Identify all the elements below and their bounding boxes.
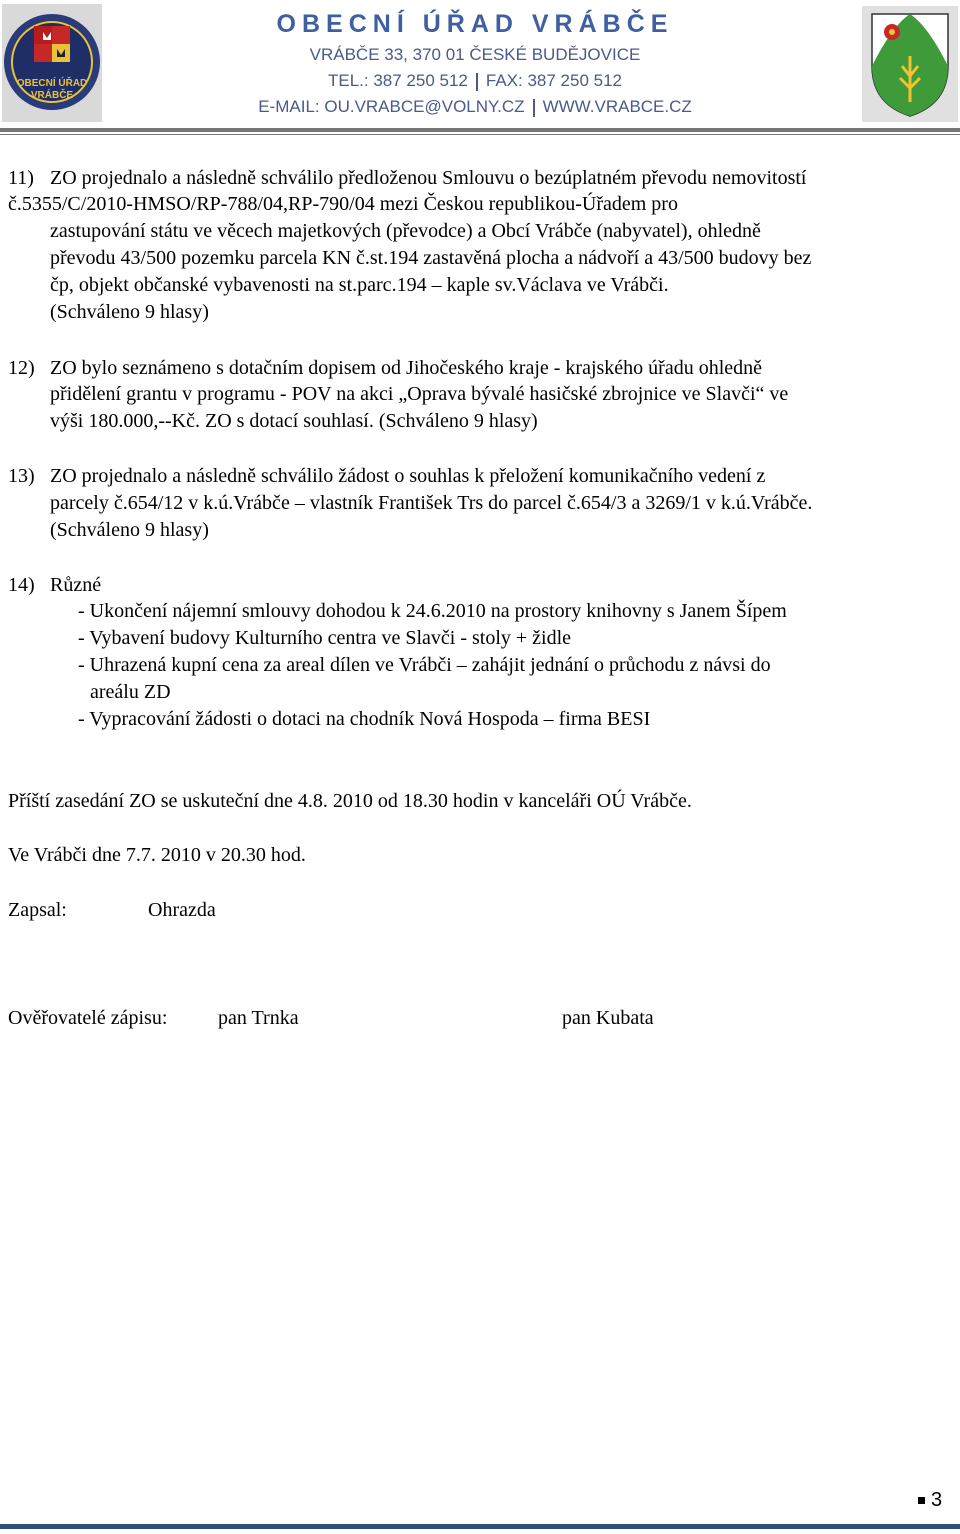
footer-divider [0, 1524, 960, 1529]
item-number: 13) [8, 465, 35, 487]
verifiers-label: Ověřovatelé zápisu: [8, 1007, 168, 1029]
recorder-label: Zapsal: [8, 899, 67, 921]
page-number-value: 3 [931, 1489, 943, 1511]
item-14-line-4: - Uhrazená kupní cena za areal dílen ve Vrábči – zahájit jednání o průchodu z návsi do [78, 654, 771, 676]
item-11-line-6: (Schváleno 9 hlasy) [50, 301, 209, 323]
item-13-line-3: (Schváleno 9 hlasy) [50, 519, 209, 541]
item-12-line-1: ZO bylo seznámeno s dotačním dopisem od Jihočeského kraje - krajského úřadu ohledně [50, 357, 763, 379]
office-address: VRÁBČE 33, 370 01 ČESKÉ BUDĚJOVICE [309, 45, 641, 64]
header-divider-thin [0, 134, 960, 135]
office-seal-logo [2, 4, 102, 122]
verifier-1: pan Trnka [218, 1007, 299, 1029]
verifier-2: pan Kubata [562, 1007, 654, 1029]
office-phone-fax [240, 71, 710, 91]
item-13-line-1: ZO projednalo a následně schválilo žádost o souhlas k přeložení komunikačního vedení z [50, 465, 766, 487]
item-11-line-4: převodu 43/500 pozemku parcela KN č.st.194 zastavěná plocha a nádvoří a 43/500 budovy bez [50, 247, 812, 269]
bullet-square-icon [918, 1497, 925, 1504]
item-14-line-6: - Vypracování žádosti o dotaci na chodník Nová Hospoda – firma BESI [78, 708, 651, 730]
item-number: 12) [8, 357, 35, 379]
letterhead [240, 10, 710, 117]
office-fax: FAX: 387 250 512 [485, 71, 622, 90]
header-divider [0, 128, 960, 132]
item-12-line-2: přidělení grantu v programu - POV na akci „Oprava bývalé hasičské zbrojnice ve Slavči“ ve [50, 383, 789, 405]
office-tel: TEL.: 387 250 512 [328, 71, 468, 90]
separator [533, 99, 535, 117]
item-number: 11) [8, 167, 34, 189]
item-13-line-2: parcely č.654/12 v k.ú.Vrábče – vlastník František Trs do parcel č.654/3 a 3269/1 v k.ú.Vrábče. [50, 492, 813, 514]
next-meeting-text: Příští zasedání ZO se uskuteční dne 4.8. 2010 od 18.30 hodin v kanceláři OÚ Vrábče. [8, 790, 692, 812]
item-12-line-3: výši 180.000,--Kč. ZO s dotací souhlasí. (Schváleno 9 hlasy) [50, 410, 538, 432]
office-contact [240, 97, 710, 117]
office-title: OBECNÍ ÚŘAD VRÁBČE [276, 10, 674, 38]
item-11-line-2: č.5355/C/2010-HMSO/RP-788/04,RP-790/04 mezi Českou republikou-Úřadem pro [8, 193, 678, 215]
separator [476, 73, 478, 91]
item-11-line-5: čp, objekt občanské vybavenosti na st.parc.194 – kaple sv.Václava ve Vrábči. [50, 274, 669, 296]
item-14-line-3: - Vybavení budovy Kulturního centra ve Slavči - stoly + židle [78, 627, 572, 649]
item-14-line-5: areálu ZD [90, 681, 171, 703]
office-email: E-MAIL: OU.VRABCE@VOLNY.CZ [258, 97, 525, 116]
office-web: WWW.VRABCE.CZ [542, 97, 692, 116]
item-14-line-1: Různé [50, 574, 102, 596]
recorder-name: Ohrazda [148, 899, 216, 921]
item-number: 14) [8, 574, 35, 596]
municipal-coat-of-arms [862, 6, 958, 122]
item-11-line-1: ZO projednalo a následně schválilo předloženou Smlouvu o bezúplatném převodu nemovitostí [50, 167, 807, 189]
item-14-line-2: - Ukončení nájemní smlouvy dohodou k 24.6.2010 na prostory knihovny s Janem Šípem [78, 600, 787, 622]
logo-text-2: VRÁBČE [30, 90, 74, 101]
page-number [918, 1489, 942, 1512]
place-date-text: Ve Vrábči dne 7.7. 2010 v 20.30 hod. [8, 844, 306, 866]
item-11-line-3: zastupování státu ve věcech majetkových (převodce) a Obcí Vrábče (nabyvatel), ohledně [50, 220, 761, 242]
logo-text-1: OBECNÍ ÚŘAD [16, 78, 88, 89]
